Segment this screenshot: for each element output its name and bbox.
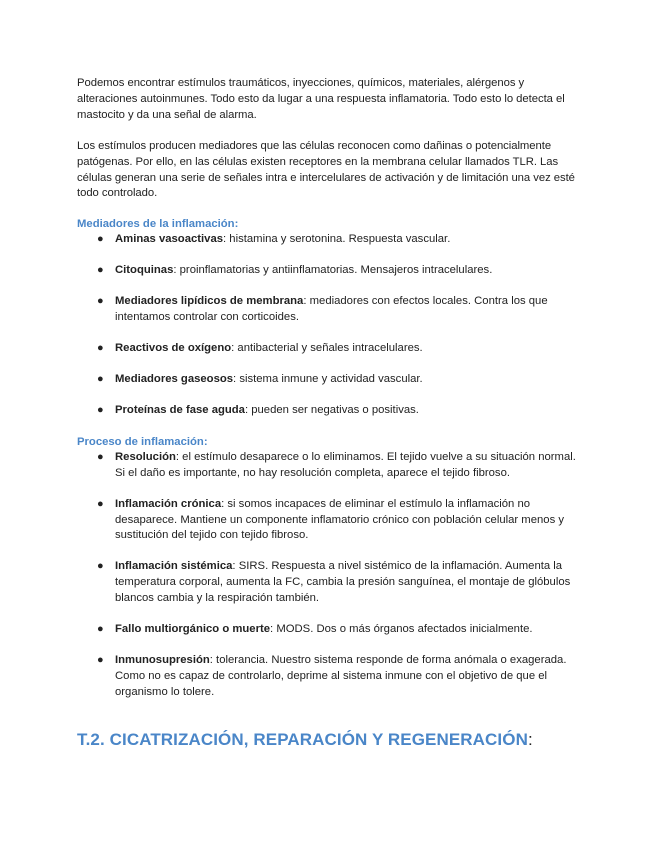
section-heading-proceso: Proceso de inflamación:: [77, 436, 208, 448]
list-item-term: Fallo multiorgánico o muerte: [115, 622, 271, 635]
list-item-term: Inflamación crónica: [115, 497, 222, 510]
chapter-title-text: T.2. CICATRIZACIÓN, REPARACIÓN Y REGENERACIÓN: [77, 730, 528, 749]
list-item-term: Inflamación sistémica: [115, 560, 233, 573]
chapter-title: [77, 729, 533, 751]
bullet-icon: ●: [97, 497, 104, 510]
list-item-text: : si somos incapaces de eliminar el estímulo la inflamación no desaparece. Mantiene un componente inflamatorio crónico con población celular menos y sustitución del tejido con tejido fibroso.: [115, 497, 565, 542]
list-item: [77, 372, 582, 388]
list-item-term: Proteínas de fase aguda: [115, 403, 245, 416]
bullet-icon: ●: [97, 653, 104, 666]
list-item-text: : histamina y serotonina. Respuesta vascular.: [223, 233, 451, 245]
list-item-text: : pueden ser negativas o positivas.: [244, 403, 419, 416]
list-item-text: : el estímulo desaparece o lo eliminamos. El tejido vuelve a su situación normal. Si el daño es importante, no hay resolución completa, aparece el tejido fibroso.: [115, 451, 576, 479]
list-item-text: : antibacterial y señales intracelulares.: [231, 341, 423, 354]
bullet-icon: ●: [97, 294, 104, 307]
bullet-icon: ●: [97, 560, 104, 573]
list-item-text: : SIRS. Respuesta a nivel sistémico de la inflamación. Aumenta la temperatura corporal, aumenta la FC, cambia la presión sanguínea, el montaje de glóbulos blancos cambia y la respiración también.: [115, 560, 571, 604]
bullet-icon: ●: [97, 263, 104, 276]
list-item-term: Reactivos de oxígeno: [115, 341, 232, 354]
list-item: [77, 559, 582, 606]
list-item-text: : mediadores con efectos locales. Contra los que intentamos controlar con corticoides.: [115, 294, 548, 323]
list-item: [77, 294, 582, 326]
list-item: [77, 263, 582, 279]
list-item: [77, 622, 582, 638]
list-item-term: Aminas vasoactivas: [115, 233, 224, 245]
list-item-text: : proinflamatorias y antiinflamatorias. Mensajeros intracelulares.: [173, 263, 493, 276]
bullet-icon: ●: [97, 372, 104, 385]
list-item-term: Resolución: [115, 451, 176, 463]
list-item: [77, 450, 582, 482]
list-item-text: : sistema inmune y actividad vascular.: [233, 372, 423, 385]
bullet-icon: ●: [97, 622, 104, 635]
bullet-icon: ●: [97, 451, 104, 463]
list-item: [77, 341, 582, 357]
list-item: [77, 497, 582, 544]
chapter-title-colon: :: [527, 730, 533, 749]
list-item-text: : tolerancia. Nuestro sistema responde de forma anómala o exagerada. Como no es capaz de controlarlo, deprime al sistema inmune con el objetivo de que el organismo lo tolere.: [115, 653, 567, 698]
list-item-term: Mediadores gaseosos: [115, 372, 234, 385]
list-item-term: Citoquinas: [115, 263, 174, 276]
list-item: [77, 232, 582, 248]
bullet-icon: ●: [97, 403, 104, 416]
mediadores-list: [77, 232, 582, 434]
bullet-icon: ●: [97, 233, 104, 245]
list-item: [77, 653, 582, 700]
list-item-term: Inmunosupresión: [115, 653, 210, 666]
list-item-text: : MODS. Dos o más órganos afectados inicialmente.: [270, 622, 533, 635]
section-heading-mediadores: Mediadores de la inflamación:: [77, 218, 239, 230]
list-item: [77, 403, 582, 419]
intro-paragraph-1: Podemos encontrar estímulos traumáticos, inyecciones, químicos, materiales, alérgenos y alteraciones autoinmunes. Todo esto da lugar a una respuesta inflamatoria. Todo esto lo detecta el mastocito y da una señal de alarma.: [77, 77, 565, 121]
proceso-list: [77, 450, 582, 716]
intro-paragraph-2: Los estímulos producen mediadores que las células reconocen como dañinas o potencialmente patógenas. Por ello, en las células existen receptores en la membrana celular llamados TLR. Las células generan una serie de señales intra e intercelulares de activación y de limitación una vez esté todo controlado.: [77, 140, 575, 200]
bullet-icon: ●: [97, 341, 104, 354]
list-item-term: Mediadores lipídicos de membrana: [115, 294, 304, 307]
